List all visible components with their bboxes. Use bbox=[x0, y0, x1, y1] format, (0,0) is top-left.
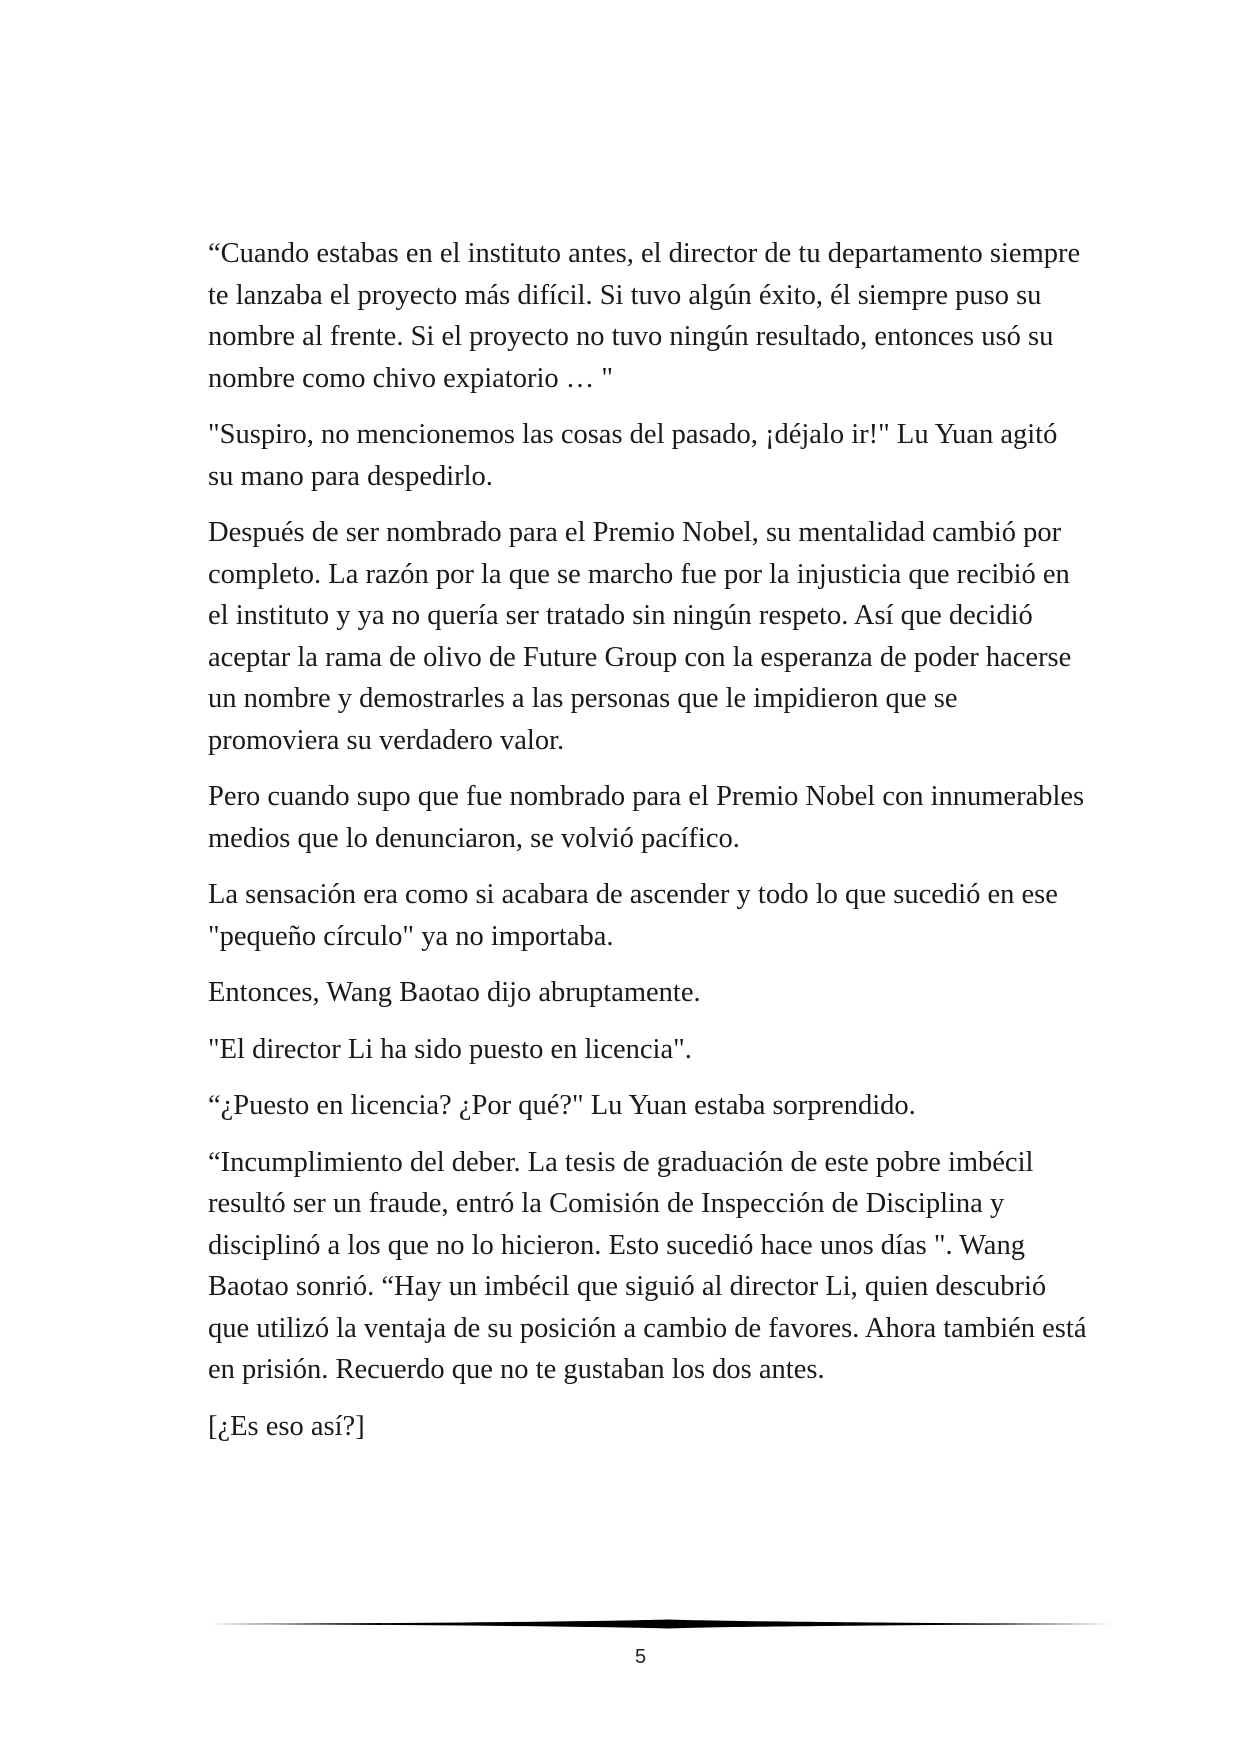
paragraph: Después de ser nombrado para el Premio Nobel, su mentalidad cambió por completo. La razón por la que se marcho fue por la injusticia que recibió en el instituto y ya no quería ser tratado sin ningún respeto. Así que decidió aceptar la rama de olivo de Future Group con la esperanza de poder hacerse un nombre y demostrarles a las personas que le impidieron que se promoviera su verdadero valor. bbox=[208, 517, 1072, 756]
paragraph: “Incumplimiento del deber. La tesis de graduación de este pobre imbécil resultó ser un fraude, entró la Comisión de Inspección de Disciplina y disciplinó a los que no lo hicieron. Esto sucedió hace unos días ". Wang Baotao sonrió. “Hay un imbécil que siguió al director Li, quien descubrió que utilizó la ventaja de su posición a cambio de favores. Ahora también está en prisión. Recuerdo que no te gustaban los dos antes. bbox=[208, 1146, 1087, 1385]
footer-divider bbox=[208, 1618, 1113, 1630]
paragraph: Entonces, Wang Baotao dijo abruptamente. bbox=[208, 977, 701, 1008]
paragraph: [¿Es eso así?] bbox=[208, 1410, 365, 1442]
paragraph: Pero cuando supo que fue nombrado para el Premio Nobel con innumerables medios que lo denunciaron, se volvió pacífico. bbox=[208, 781, 1085, 854]
paragraph: "Suspiro, no mencionemos las cosas del pasado, ¡déjalo ir!" Lu Yuan agitó su mano para despedirlo. bbox=[208, 419, 1058, 492]
paragraph: "El director Li ha sido puesto en licencia". bbox=[208, 1033, 692, 1065]
page-number: 5 bbox=[634, 1646, 647, 1668]
paragraph: “¿Puesto en licencia? ¿Por qué?" Lu Yuan estaba sorprendido. bbox=[208, 1090, 916, 1121]
paragraph: “Cuando estabas en el instituto antes, el director de tu departamento siempre te lanzaba el proyecto más difícil. Si tuvo algún éxito, él siempre puso su nombre al frente. Si el proyecto no tuvo ningún resultado, entonces usó su nombre como chivo expiatorio … " bbox=[208, 238, 1081, 394]
body-text bbox=[208, 233, 1088, 1462]
paragraph: La sensación era como si acabara de ascender y todo lo que sucedió en ese "pequeño círculo" ya no importaba. bbox=[208, 879, 1058, 952]
